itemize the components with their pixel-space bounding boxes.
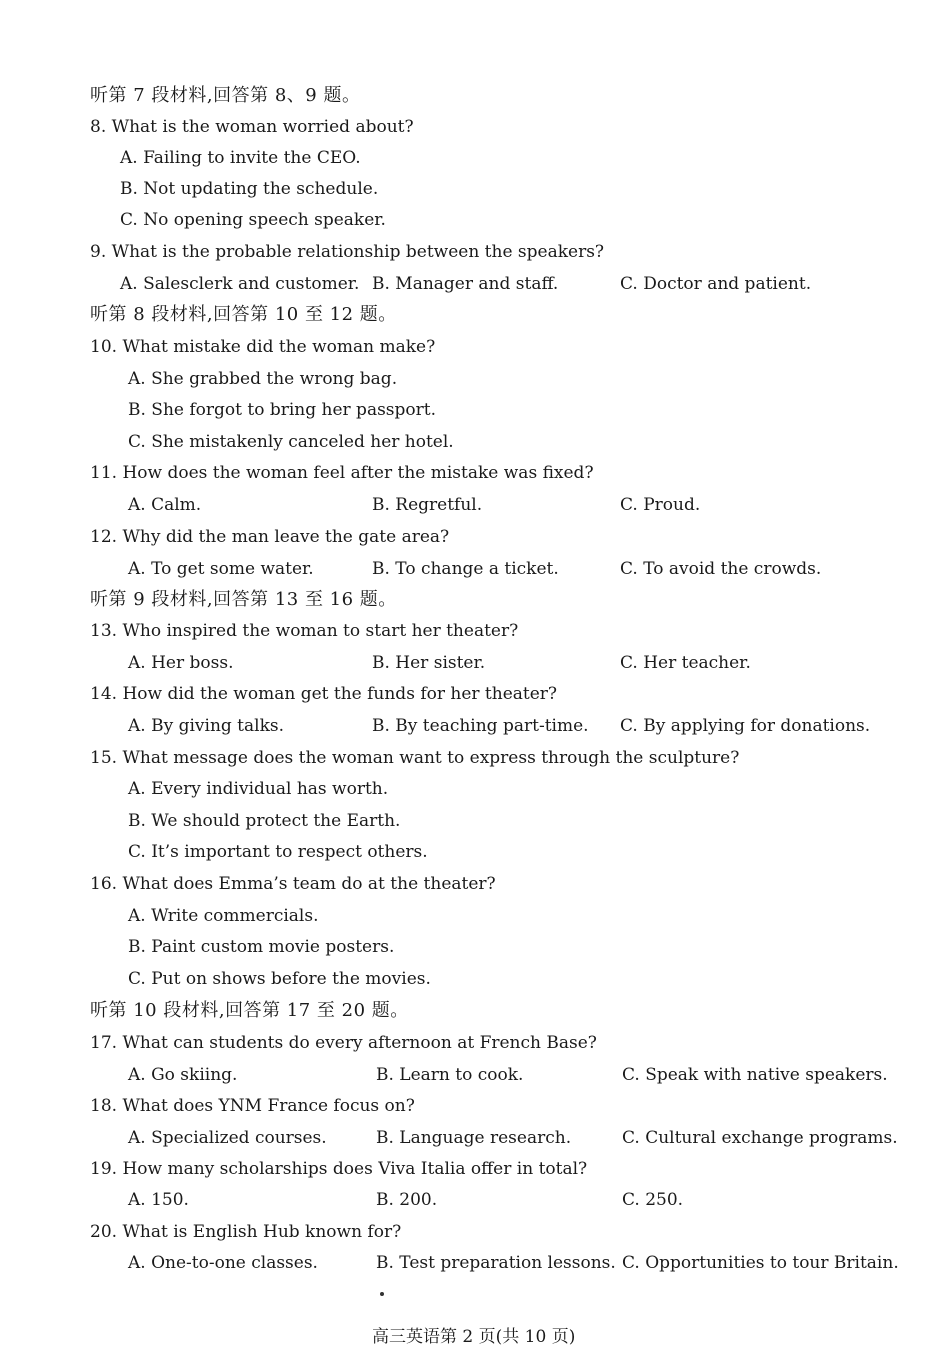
q14-option-c: C. By applying for donations. — [620, 716, 871, 736]
question-17: 17. What can students do every afternoon at French Base? — [90, 1033, 597, 1053]
q12-option-a: A. To get some water. — [128, 559, 314, 579]
page-footer: 高三英语第 2 页(共 10 页) — [372, 1327, 576, 1347]
question-11: 11. How does the woman feel after the mistake was fixed? — [90, 463, 594, 483]
q11-option-b: B. Regretful. — [372, 495, 483, 515]
section-heading-7: 听第 7 段材料,回答第 8、9 题。 — [90, 85, 361, 106]
q16-option-a: A. Write commercials. — [128, 906, 319, 926]
q19-option-b: B. 200. — [376, 1190, 438, 1210]
question-16: 16. What does Emma’s team do at the theater? — [90, 874, 496, 894]
stray-dot — [380, 1292, 384, 1296]
q8-option-c: C. No opening speech speaker. — [120, 210, 386, 230]
q10-option-c: C. She mistakenly canceled her hotel. — [128, 432, 454, 452]
question-13: 13. Who inspired the woman to start her theater? — [90, 621, 519, 641]
q17-option-b: B. Learn to cook. — [376, 1065, 524, 1085]
section-heading-8: 听第 8 段材料,回答第 10 至 12 题。 — [90, 304, 397, 325]
q20-option-c: C. Opportunities to tour Britain. — [622, 1253, 899, 1273]
q20-option-a: A. One-to-one classes. — [128, 1253, 318, 1273]
q13-option-a: A. Her boss. — [128, 653, 234, 673]
q15-option-c: C. It’s important to respect others. — [128, 842, 428, 862]
q13-option-c: C. Her teacher. — [620, 653, 751, 673]
question-20: 20. What is English Hub known for? — [90, 1222, 402, 1242]
q9-option-a: A. Salesclerk and customer. — [120, 274, 360, 294]
q19-option-a: A. 150. — [128, 1190, 189, 1210]
question-19: 19. How many scholarships does Viva Italia offer in total? — [90, 1159, 588, 1179]
q18-option-b: B. Language research. — [376, 1128, 572, 1148]
q10-option-a: A. She grabbed the wrong bag. — [128, 369, 398, 389]
q18-option-a: A. Specialized courses. — [128, 1128, 327, 1148]
q16-option-c: C. Put on shows before the movies. — [128, 969, 431, 989]
question-9: 9. What is the probable relationship between the speakers? — [90, 242, 605, 262]
question-15: 15. What message does the woman want to express through the sculpture? — [90, 748, 740, 768]
section-heading-9: 听第 9 段材料,回答第 13 至 16 题。 — [90, 589, 397, 610]
q8-option-a: A. Failing to invite the CEO. — [120, 148, 361, 168]
question-8: 8. What is the woman worried about? — [90, 117, 414, 137]
q17-option-a: A. Go skiing. — [128, 1065, 238, 1085]
question-10: 10. What mistake did the woman make? — [90, 337, 436, 357]
q15-option-b: B. We should protect the Earth. — [128, 811, 401, 831]
q9-option-c: C. Doctor and patient. — [620, 274, 812, 294]
question-14: 14. How did the woman get the funds for her theater? — [90, 684, 558, 704]
q16-option-b: B. Paint custom movie posters. — [128, 937, 395, 957]
q14-option-a: A. By giving talks. — [128, 716, 285, 736]
q8-option-b: B. Not updating the schedule. — [120, 179, 379, 199]
q9-option-b: B. Manager and staff. — [372, 274, 559, 294]
q18-option-c: C. Cultural exchange programs. — [622, 1128, 898, 1148]
q10-option-b: B. She forgot to bring her passport. — [128, 400, 437, 420]
q20-option-b: B. Test preparation lessons. — [376, 1253, 616, 1273]
q13-option-b: B. Her sister. — [372, 653, 486, 673]
q19-option-c: C. 250. — [622, 1190, 684, 1210]
q17-option-c: C. Speak with native speakers. — [622, 1065, 888, 1085]
section-heading-10: 听第 10 段材料,回答第 17 至 20 题。 — [90, 1000, 409, 1021]
q12-option-c: C. To avoid the crowds. — [620, 559, 822, 579]
q12-option-b: B. To change a ticket. — [372, 559, 559, 579]
q11-option-a: A. Calm. — [128, 495, 202, 515]
q11-option-c: C. Proud. — [620, 495, 701, 515]
question-12: 12. Why did the man leave the gate area? — [90, 527, 450, 547]
q15-option-a: A. Every individual has worth. — [128, 779, 389, 799]
question-18: 18. What does YNM France focus on? — [90, 1096, 415, 1116]
q14-option-b: B. By teaching part-time. — [372, 716, 589, 736]
